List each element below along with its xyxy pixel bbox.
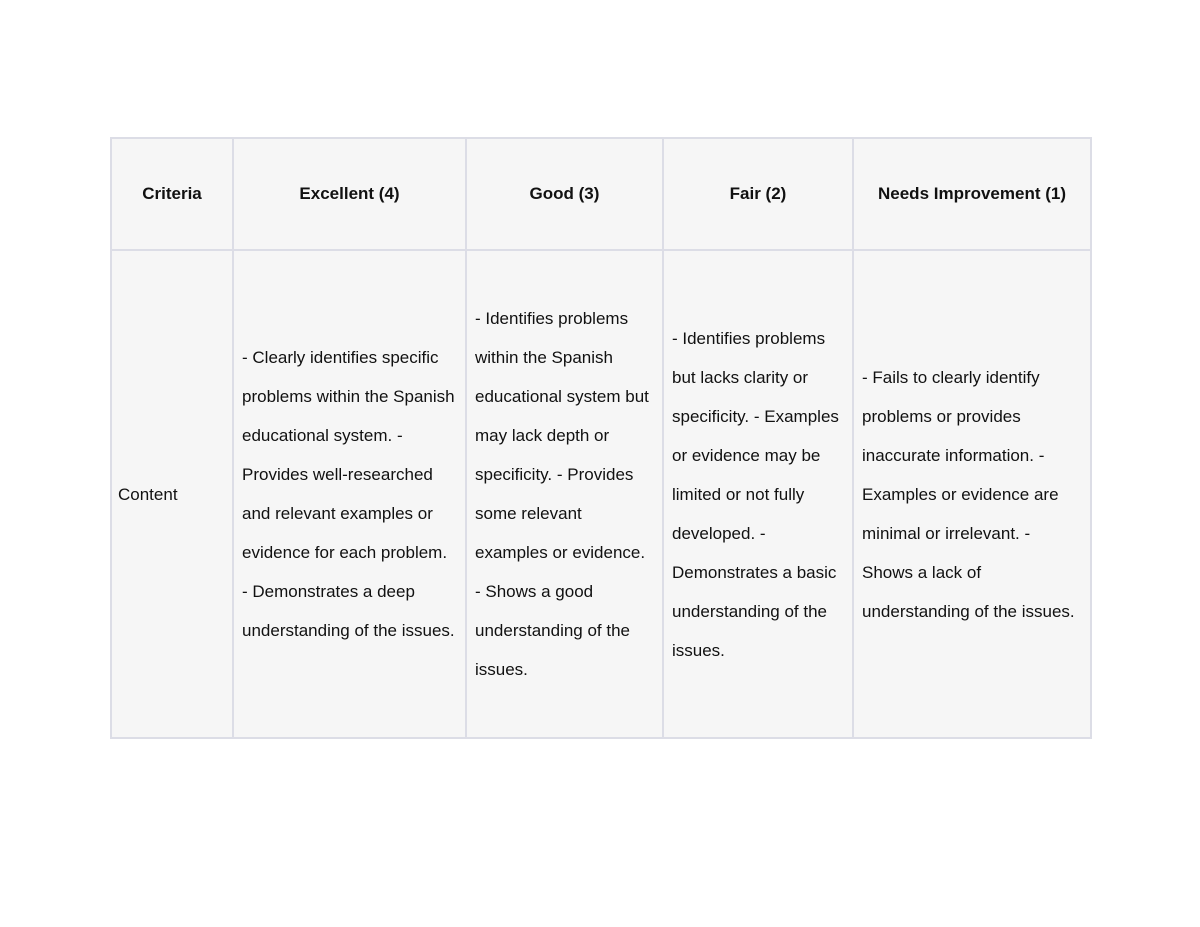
header-fair: Fair (2) <box>663 138 853 250</box>
criteria-cell: Content <box>111 250 233 738</box>
good-cell: - Identifies problems within the Spanish educational system but may lack depth or specificity. - Provides some relevant examples or evidence. - Shows a good understanding of the issues. <box>466 250 663 738</box>
fair-cell: - Identifies problems but lacks clarity or specificity. - Examples or evidence may be limited or not fully developed. - Demonstrates a basic understanding of the issues. <box>663 250 853 738</box>
rubric-table <box>110 137 1092 739</box>
header-criteria: Criteria <box>111 138 233 250</box>
needs-improvement-cell: - Fails to clearly identify problems or provides inaccurate information. - Examples or evidence are minimal or irrelevant. - Shows a lack of understanding of the issues. <box>853 250 1091 738</box>
header-good: Good (3) <box>466 138 663 250</box>
table-row <box>111 250 1091 738</box>
excellent-cell: - Clearly identifies specific problems within the Spanish educational system. - Provides well-researched and relevant examples or evidence for each problem. - Demonstrates a deep understanding of the issues. <box>233 250 466 738</box>
header-needs-improvement: Needs Improvement (1) <box>853 138 1091 250</box>
rubric-header <box>111 138 1091 250</box>
header-row <box>111 138 1091 250</box>
header-excellent: Excellent (4) <box>233 138 466 250</box>
rubric-body <box>111 250 1091 738</box>
